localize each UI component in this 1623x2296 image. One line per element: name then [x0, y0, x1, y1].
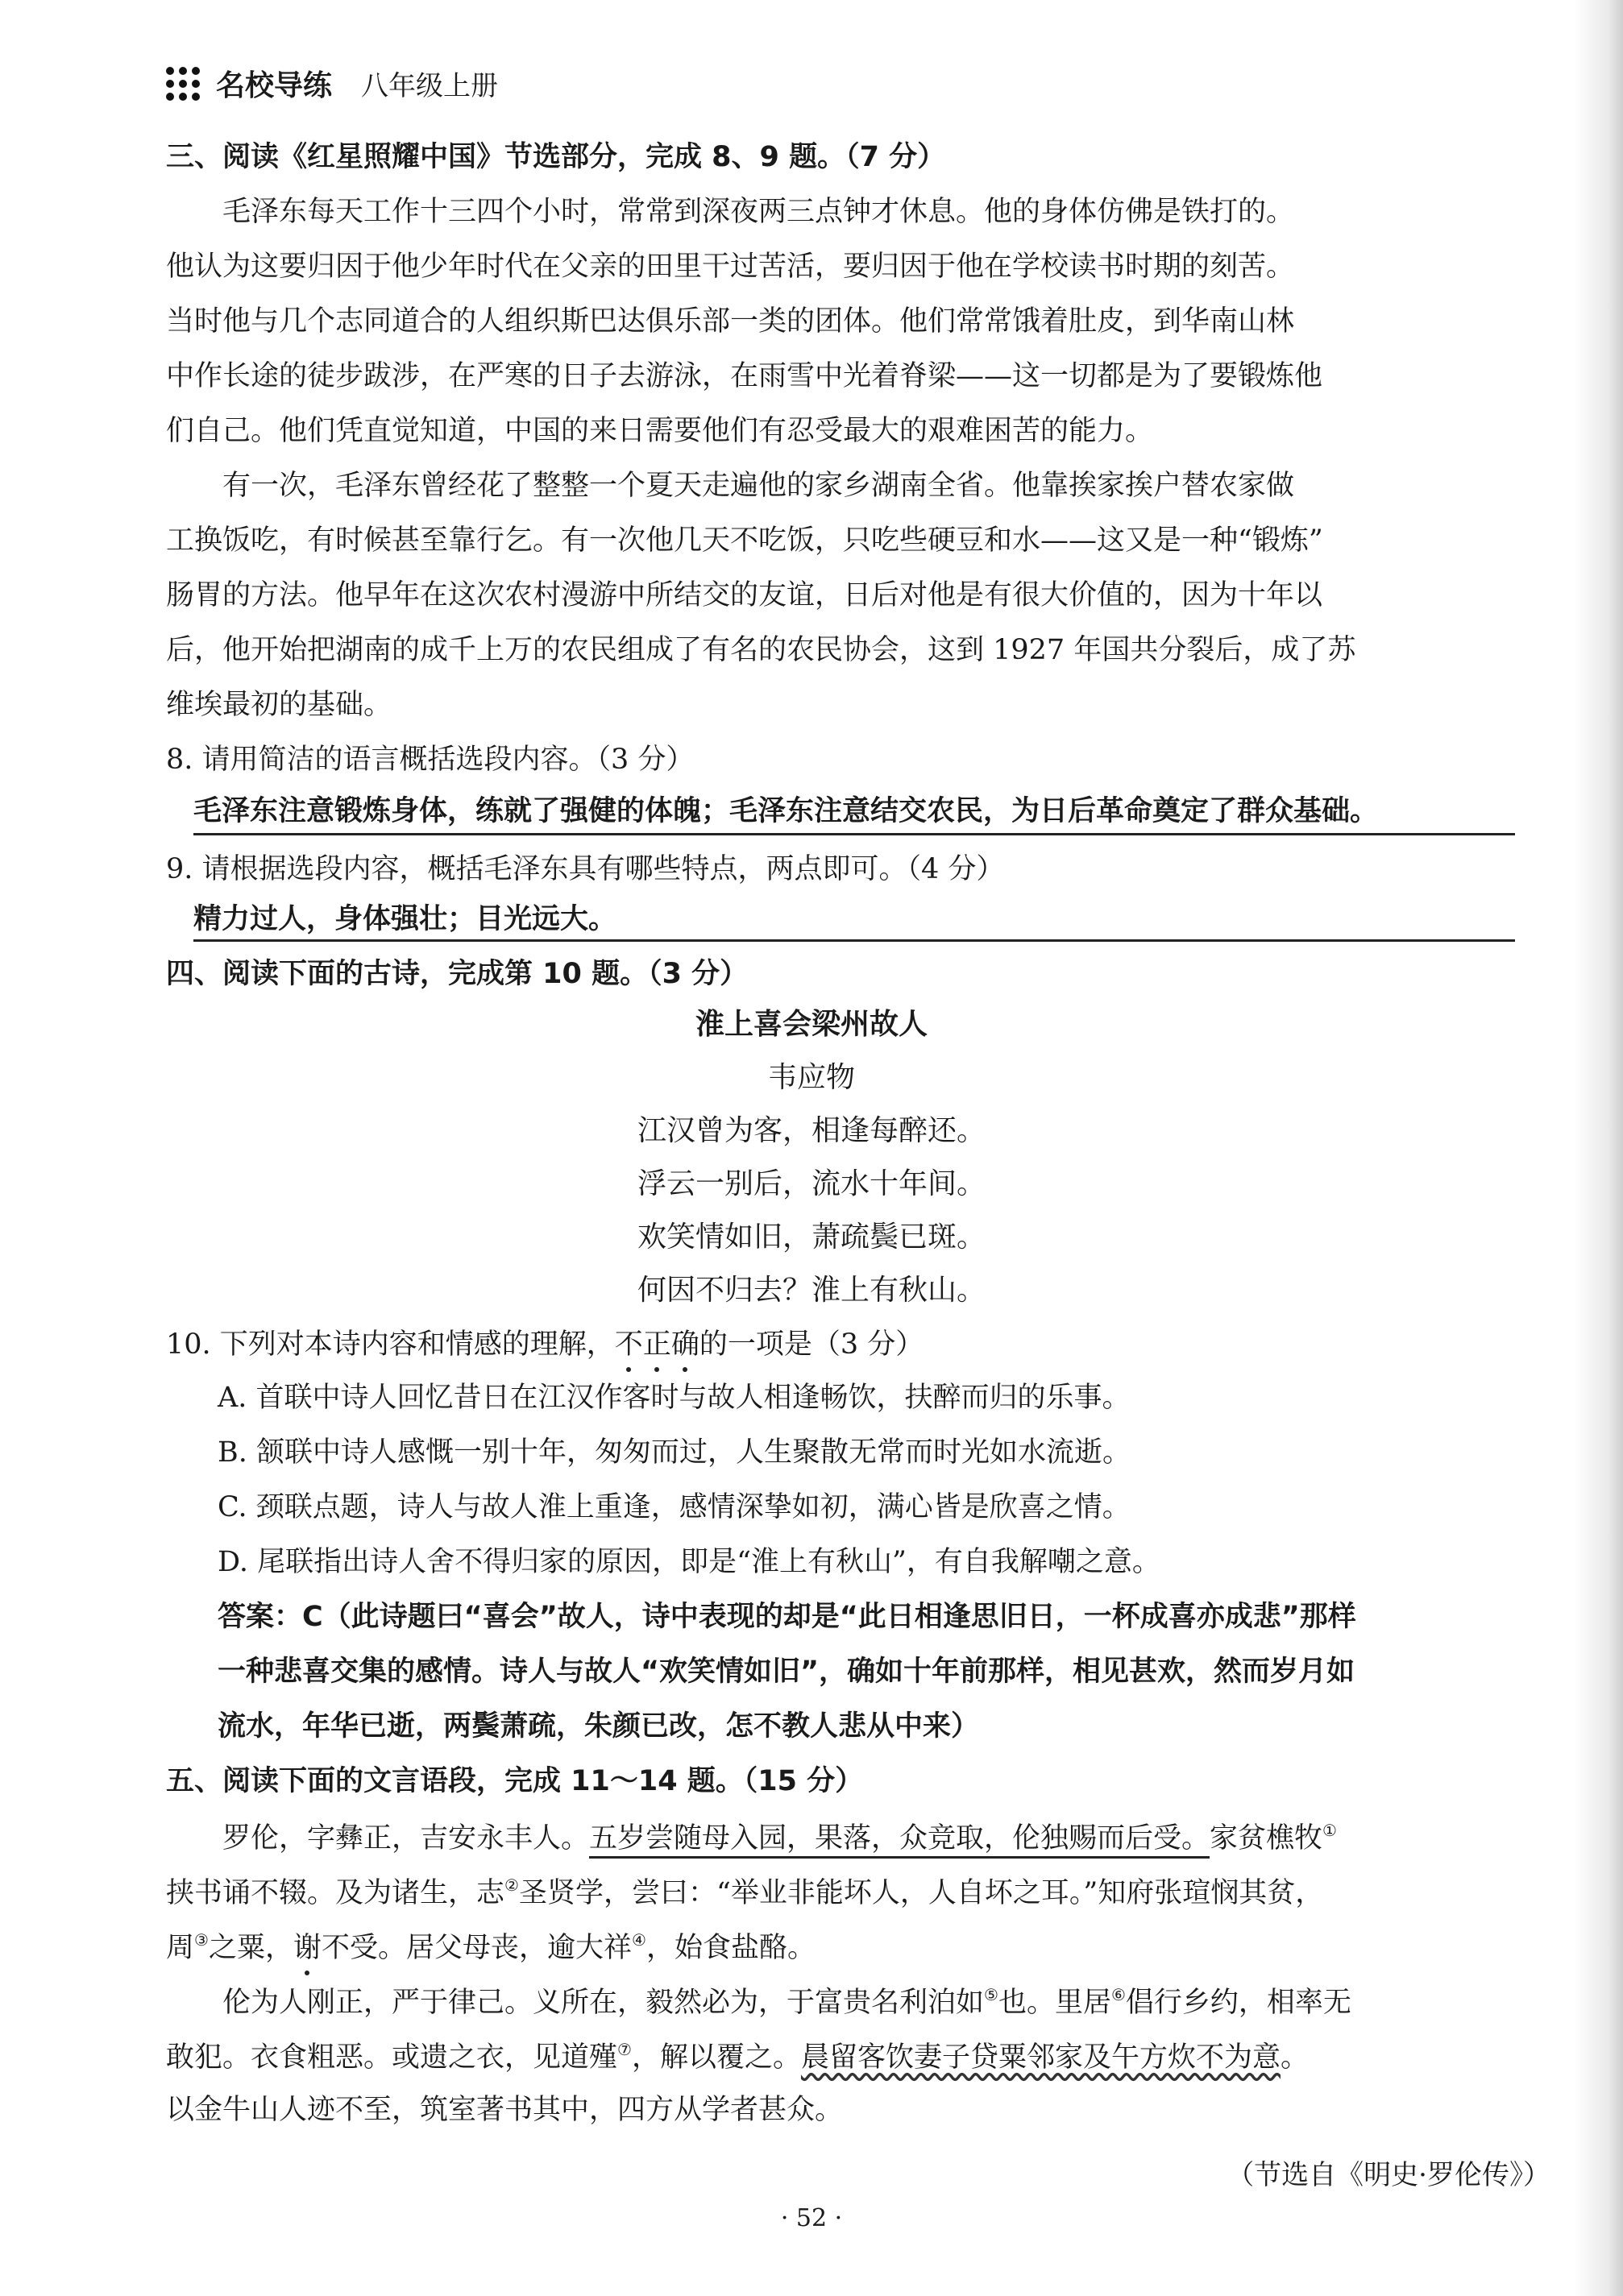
page-number: · 52 ·	[780, 2204, 843, 2232]
question-8: 8. 请用简洁的语言概括选段内容。（3 分）	[166, 744, 695, 776]
answer-8: 毛泽东注意锻炼身体，练就了强健的体魄；毛泽东注意结交农民，为日后革命奠定了群众基础。	[193, 795, 1379, 827]
note-marker: ④	[632, 1930, 646, 1950]
poem-title: 淮上喜会梁州故人	[695, 1008, 928, 1041]
classical-text: 倡行乡约，相率无	[1125, 1987, 1351, 2019]
answer-line	[193, 833, 1515, 835]
question-10	[166, 1328, 924, 1361]
classical-text: 之粟，	[208, 1932, 293, 1964]
classical-text: 家贫樵牧	[1210, 1822, 1323, 1855]
classical-line: 以金牛山人迹不至，筑室著书其中，四方从学者甚众。	[166, 2094, 844, 2126]
classical-text: 不受。居父母丧，逾大祥	[321, 1932, 632, 1964]
answer-10-line: 一种悲喜交集的感情。诗人与故人“欢笑情如旧”，确如十年前那样，相见甚欢，然而岁月如	[218, 1656, 1355, 1688]
classical-line	[166, 2041, 1309, 2072]
emphasis-dotted-character: 确	[670, 1328, 699, 1361]
passage-line: 肠胃的方法。他早年在这次农村漫游中所结交的友谊，日后对他是有很大价值的，因为十年以	[166, 579, 1323, 611]
question-10-emphasis	[615, 1328, 699, 1361]
classical-wavy-underlined: 晨留客饮妻子贷粟邻家及午方炊不为意	[800, 2041, 1281, 2074]
classical-line	[166, 1987, 1351, 2017]
option-b: B. 颔联中诗人感慨一别十年，匆匆而过，人生聚散无常而时光如水流逝。	[218, 1436, 1131, 1469]
note-marker: ⑦	[617, 2040, 632, 2059]
passage-line: 当时他与几个志同道合的人组织斯巴达俱乐部一类的团体。他们常常饿着肚皮，到华南山林	[166, 305, 1295, 338]
answer-line	[193, 939, 1515, 942]
note-marker: ⑥	[1110, 1985, 1126, 2004]
poem-line: 何因不归去？淮上有秋山。	[637, 1274, 986, 1307]
passage-line: 维埃最初的基础。	[166, 689, 392, 721]
note-marker: ③	[194, 1930, 209, 1950]
classical-text: ，解以覆之。	[631, 2041, 801, 2074]
note-marker: ①	[1322, 1821, 1337, 1840]
classical-line	[166, 1822, 1337, 1853]
passage-line: 有一次，毛泽东曾经花了整整一个夏天走遍他的家乡湖南全省。他靠挨家挨户替农家做	[166, 470, 1295, 502]
classical-text: 也。里居	[998, 1987, 1111, 2019]
scan-edge-shadow	[1575, 0, 1623, 2296]
classical-text: 周	[166, 1932, 195, 1964]
emphasis-dotted-character: 不	[614, 1328, 643, 1361]
emphasis-dotted-character: 正	[642, 1328, 671, 1361]
option-a: A. 首联中诗人回忆昔日在江汉作客时与故人相逢畅饮，扶醉而归的乐事。	[218, 1382, 1131, 1414]
option-c: C. 颈联点题，诗人与故人淮上重逢，感情深挚如初，满心皆是欣喜之情。	[218, 1491, 1131, 1523]
section-4-title: 四、阅读下面的古诗，完成第 10 题。（3 分）	[166, 958, 749, 990]
source-citation: （节选自《明史·罗伦传》）	[1227, 2159, 1550, 2191]
question-10-lead: 10. 下列对本诗内容和情感的理解，	[166, 1328, 615, 1361]
passage-line: 他认为这要归因于他少年时代在父亲的田里干过苦活，要归因于他在学校读书时期的刻苦。	[166, 251, 1295, 283]
classical-text: 罗伦，字彝正，吉安永丰人。	[166, 1822, 590, 1855]
poem-line: 浮云一别后，流水十年间。	[637, 1167, 986, 1200]
classical-text: 。	[1280, 2041, 1309, 2074]
classical-line	[166, 1932, 816, 1962]
classical-text: 圣贤学，尝曰：“举业非能坏人，人自坏之耳。”知府张瑄悯其贫，	[518, 1877, 1324, 1909]
brand-dots-icon	[166, 67, 200, 101]
poem-line: 欢笑情如旧，萧疏鬓已斑。	[637, 1221, 986, 1254]
option-d: D. 尾联指出诗人舍不得归家的原因，即是“淮上有秋山”，有自我解嘲之意。	[218, 1546, 1160, 1578]
dotted-character: 谢	[293, 1932, 322, 1964]
answer-10-line: 答案：C（此诗题曰“喜会”故人，诗中表现的却是“此日相逢思旧日，一杯成喜亦成悲”那样	[218, 1601, 1356, 1633]
passage-line: 毛泽东每天工作十三四个小时，常常到深夜两三点钟才休息。他的身体仿佛是铁打的。	[166, 196, 1295, 228]
classical-line	[166, 1877, 1323, 1908]
classical-text: ，始食盐酪。	[645, 1932, 816, 1964]
poem-author: 韦应物	[767, 1061, 855, 1094]
classical-text: 敢犯。衣食粗恶。或遗之衣，见道殣	[166, 2041, 618, 2074]
poem-line: 江汉曾为客，相逢每醉还。	[637, 1114, 986, 1147]
classical-underlined: 五岁尝随母入园，果落，众竞取，伦独赐而后受。	[589, 1822, 1210, 1859]
question-9: 9. 请根据选段内容，概括毛泽东具有哪些特点，两点即可。（4 分）	[166, 853, 1005, 885]
brand-name: 名校导练	[216, 69, 333, 102]
grade-label: 八年级上册	[361, 70, 499, 102]
passage-line: 中作长途的徒步跋涉，在严寒的日子去游泳，在雨雪中光着脊梁——这一切都是为了要锻炼他	[166, 360, 1323, 392]
classical-text: 伦为人刚正，严于律己。义所在，毅然必为，于富贵名利泊如	[166, 1987, 985, 2019]
answer-10-line: 流水，年华已逝，两鬓萧疏，朱颜已改，怎不教人悲从中来）	[218, 1710, 980, 1743]
section-5-title: 五、阅读下面的文言语段，完成 11～14 题。（15 分）	[166, 1765, 864, 1797]
note-marker: ②	[504, 1875, 519, 1895]
passage-line: 工换饭吃，有时候甚至靠行乞。有一次他几天不吃饭，只吃些硬豆和水——这又是一种“锻炼”	[166, 524, 1323, 557]
classical-text: 挟书诵不辍。及为诸生，志	[166, 1877, 505, 1909]
page-header	[166, 63, 498, 104]
passage-line: 后，他开始把湖南的成千上万的农民组成了有名的农民协会，这到 1927 年国共分裂后，成了苏	[166, 634, 1356, 666]
answer-9: 精力过人，身体强壮；目光远大。	[193, 903, 617, 935]
question-10-tail: 的一项是（3 分）	[699, 1328, 924, 1361]
passage-line: 们自己。他们凭直觉知道，中国的来日需要他们有忍受最大的艰难困苦的能力。	[166, 415, 1154, 447]
section-3-title: 三、阅读《红星照耀中国》节选部分，完成 8、9 题。（7 分）	[166, 141, 946, 173]
note-marker: ⑤	[984, 1985, 998, 2004]
